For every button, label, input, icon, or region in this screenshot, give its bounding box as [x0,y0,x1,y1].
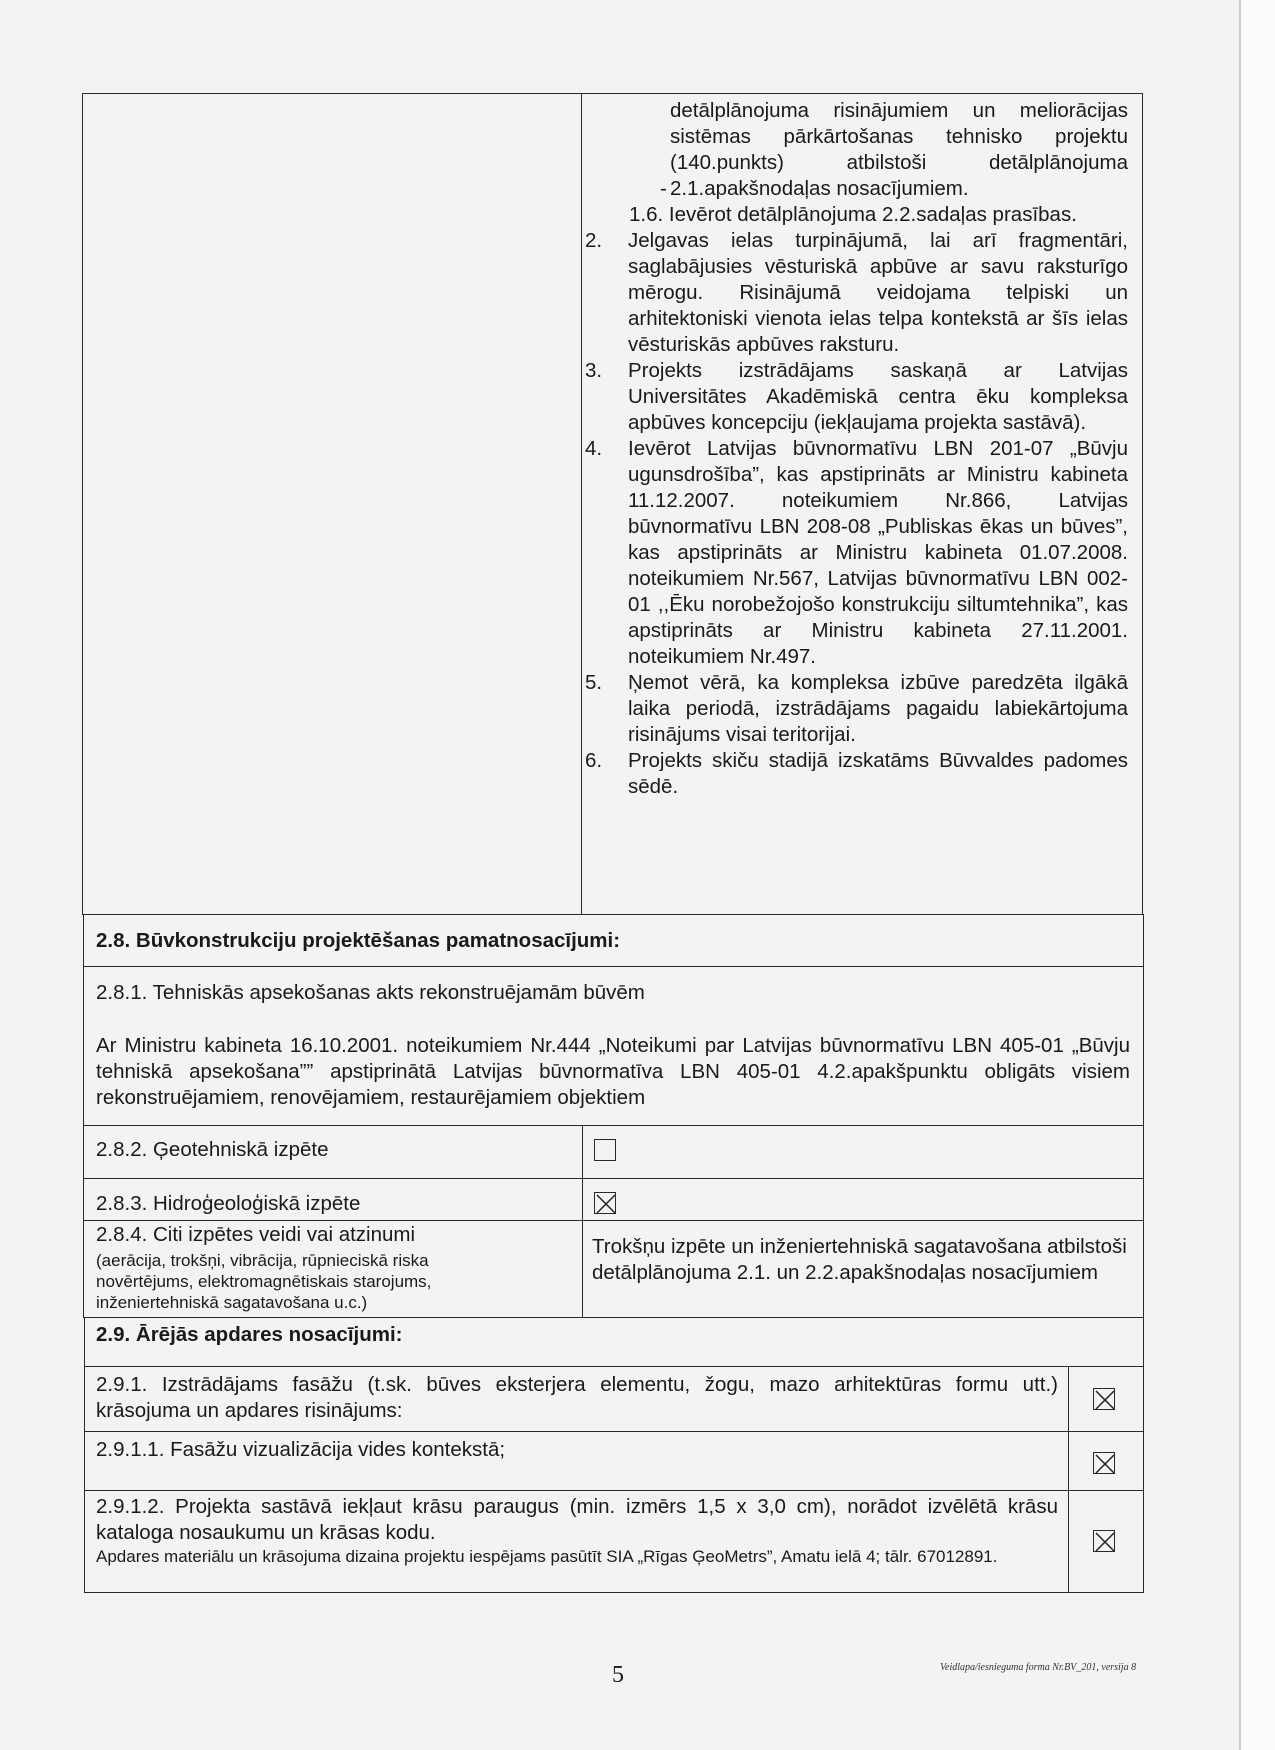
row-2-9-1-text: 2.9.1. Izstrādājams fasāžu (t.sk. būves eksterjera elementu, žogu, mazo arhitektūras formu utt.) krāsojuma un apdares risinājums: [96,1373,1058,1422]
row-2-9-1-2-note: Apdares materiālu un krāsojuma dizaina projektu iespējams pasūtīt SIA „Rīgas ĢeoMetrs”, Amatu ielā 4; tālr. 67012891. [96,1547,998,1566]
row-divider [84,1366,1144,1367]
row-2-8-1-title: 2.8.1. Tehniskās apsekošanas akts rekonstruējamām būvēm [96,981,645,1004]
colour-samples-checkbox[interactable] [1093,1530,1115,1552]
page-number: 5 [612,1662,624,1688]
subitem-1-6 [629,202,1128,228]
section-2-9-heading: 2.9. Ārējās apdares nosacījumi: [96,1323,403,1346]
row-divider [83,966,1144,967]
row-divider [84,1431,1144,1432]
column-divider [1068,1366,1069,1593]
subitem-number: 1.6. [629,203,664,226]
item-number: 5. [585,671,603,694]
item-text: Jelgavas ielas turpinājumā, lai arī fragmentāri, saglabājusies vēsturiskā apbūve ar savu raksturīgo mērogu. Risinājumā veidojama telpiski un arhitektoniski vienota ielas telpa kontekstā ar šīs ielas vēsturiskās apbūves raksturu. [628,229,1128,356]
row-divider [83,1178,1144,1179]
row-divider [84,1490,1144,1491]
row-divider [83,1125,1144,1126]
column-divider [581,93,582,915]
visualisation-checkbox[interactable] [1093,1452,1115,1474]
checkbox-cross-icon [1094,1531,1116,1553]
item-text: Ņemot vērā, ka kompleksa izbūve paredzēta ilgākā laika periodā, izstrādājams pagaidu labiekārtojuma risinājums visai teritorijai. [628,671,1128,746]
item-number: 6. [585,749,603,772]
column-divider [582,1125,583,1318]
row-divider [83,1220,1144,1221]
facade-colour-checkbox[interactable] [1093,1388,1115,1410]
subitem-text: Ievērot detālplānojuma 2.2.sadaļas prasības. [668,203,1077,226]
list-item [585,670,1128,748]
list-item [585,748,1128,800]
item-number: 2. [585,229,603,252]
dash-mark: - [660,177,667,200]
item-text: Projekts izstrādājams saskaņā ar Latvijas Universitātes Akadēmiskā centra ēku kompleksa apbūves koncepciju (iekļaujama projekta sastāvā). [628,359,1128,434]
row-2-8-2-label: 2.8.2. Ģeotehniskā izpēte [96,1138,329,1161]
conditions-list [585,228,1128,800]
row-2-8-3-label: 2.8.3. Hidroģeoloģiskā izpēte [96,1192,361,1215]
item-number: 3. [585,359,603,382]
row-2-8-4-value: Trokšņu izpēte un inženiertehniskā sagatavošana atbilstoši detālplānojuma 2.1. un 2.2.apakšnodaļas nosacījumiem [592,1235,1127,1284]
hydrogeological-checkbox[interactable] [594,1192,616,1214]
row-2-8-4-note: (aerācija, trokšņi, vibrācija, rūpnieciskā riska novērtējums, elektromagnētiskais starojums, inženiertehniskā sagatavošana u.c.) [96,1251,432,1312]
checkbox-cross-icon [595,1193,617,1215]
row-2-8-4-title: 2.8.4. Citi izpētes veidi vai atzinumi [96,1223,416,1246]
checkbox-cross-icon [1094,1389,1116,1411]
item-text: Ievērot Latvijas būvnormatīvu LBN 201-07 „Būvju ugunsdrošība”, kas apstiprināts ar Ministru kabineta 11.12.2007. noteikumiem Nr.866, Latvijas būvnormatīvu LBN 208-08 „Publiskas ēkas un būves”, kas apstiprināts ar Ministru kabineta 01.07.2008. noteikumiem Nr.567, Latvijas būvnormatīvu LBN 002-01 ,,Ēku norobežojošo konstrukciju siltumtehnika”, kas apstiprināts ar Ministru kabineta 27.11.2001. noteikumiem Nr.497. [628,437,1128,668]
page-edge [1239,0,1275,1750]
form-reference: Veidlapa/iesnieguma forma Nr.BV_201, versija 8 [940,1662,1137,1673]
list-item [585,358,1128,436]
item-number: 4. [585,437,603,460]
item-text: Projekts skiču stadijā izskatāms Būvvaldes padomes sēdē. [628,749,1128,798]
section-2-8-heading: 2.8. Būvkonstrukciju projektēšanas pamatnosacījumi: [96,929,621,952]
row-2-8-1-body: Ar Ministru kabineta 16.10.2001. noteikumiem Nr.444 „Noteikumi par Latvijas būvnormatīvu LBN 405-01 „Būvju tehniskā apsekošana”” apstiprinātā Latvijas būvnormatīva LBN 405-01 4.2.apakšpunktu obligāts visiem rekonstruējamiem, renovējamiem, restaurējamiem objektiem [96,1034,1130,1109]
continuation-paragraph: detālplānojuma risinājumiem un meliorācijas sistēmas pārkārtošanas tehnisko projektu (140.punkts) atbilstoši detālplānojuma 2.1.apakšnodaļas nosacījumiem. [670,99,1128,200]
list-item [585,228,1128,358]
checkbox-cross-icon [1094,1453,1116,1475]
geotechnical-checkbox[interactable] [594,1139,616,1161]
continuation-text [670,98,1128,202]
list-item [585,436,1128,670]
row-2-9-1-2-text: 2.9.1.2. Projekta sastāvā iekļaut krāsu paraugus (min. izmērs 1,5 x 3,0 cm), norādot izvēlētā krāsu kataloga nosaukumu un krāsas kodu. [96,1495,1058,1544]
row-2-9-1-1-text: 2.9.1.1. Fasāžu vizualizācija vides kontekstā; [96,1438,506,1461]
